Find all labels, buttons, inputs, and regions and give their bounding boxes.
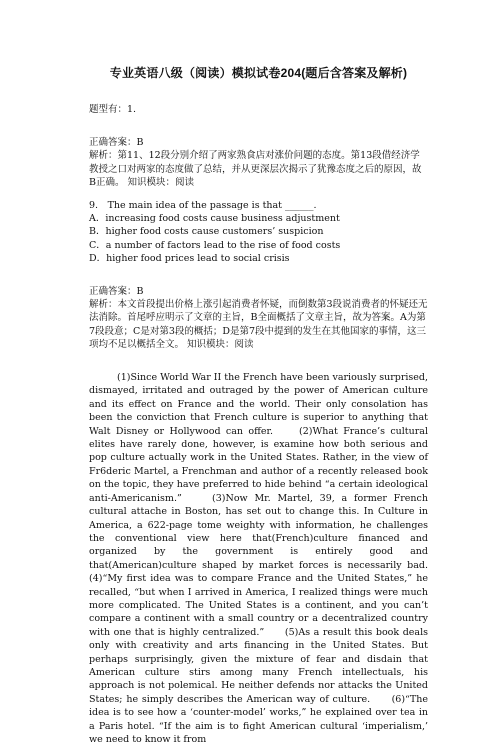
analysis-2: 解析：本文首段提出价格上涨引起消费者怀疑，而倒数第3段说消费者的怀疑还无法消除。首尾呼应明示了文章的主旨，B全面概括了文章主旨，故为答案。A为第7段段意；C是对第3段的概括；D是第7段中提到的发生在其他国家的事情，这三项均不足以概括全文。 知识模块：阅读: [89, 299, 428, 350]
answer-1: 正确答案：B: [89, 137, 144, 149]
document-title: 专业英语八级（阅读）模拟试卷204(题后含答案及解析): [109, 66, 408, 80]
analysis-1: 解析：第11、12段分别介绍了两家熟食店对涨价问题的态度。第13段借经济学教授之口对两家的态度做了总结，并从更深层次揭示了犹豫态度之后的原因，故B正确。 知识模块：阅读: [89, 150, 422, 188]
question-type: 题型有：1.: [89, 104, 137, 115]
question-9-option-d: D．higher food prices lead to social crisis: [89, 252, 290, 264]
question-9-option-b: B．higher food costs cause customers’ suspicion: [89, 226, 324, 238]
reading-passage: (1)Since World War II the French have been variously surprised, dismayed, irritated and outraged by the power of American culture and its effect on France and the world. Their only consolation has been the conviction that French culture is superior to anything that Walt Disney or Hollywood can offer. (2)What France’s cultural elites have rarely done, however, is examine how both serious and pop culture actually work in the United States. Rather, in the view of Fr6deric Martel, a Frenchman and author of a recently released book on the topic, they have preferred to hide behind “a certain ideological anti-Americanism.” (3)Now Mr. Martel, 39, a former French cultural attache in Boston, has set out to change this. In Culture in America, a 622-page tome weighty with information, he challenges the conventional view here that(French)culture financed and organized by the government is entirely good and that(American)culture shaped by market forces is necessarily bad. (4)“My first idea was to compare France and the United States,” he recalled, “but when I arrived in America, I realized things were much more complicated. The United States is a continent, and you can’t compare a continent with a small country or a decentralized country with one that is highly centralized.” (5)As a result this book deals only with creativity and arts financing in the United States. But perhaps surprisingly, given the mixture of fear and disdain that American culture stirs among many French intellectuals, his approach is not polemical. He neither defends nor attacks the United States; he simply describes the American way of culture. (6)“The idea is to see how a ‘counter-model’ works,” he explained over tea in a Paris hotel. “If the aim is to fight American cultural ‘imperialism,’ we need to know it from: [89, 372, 448, 746]
question-9-option-a: A．increasing food costs cause business adjustment: [89, 213, 340, 225]
question-9-stem: 9. The main idea of the passage is that ______.: [89, 200, 317, 212]
question-9-option-c: C．a number of factors lead to the rise of food costs: [89, 239, 341, 251]
answer-2: 正确答案：B: [89, 286, 144, 298]
